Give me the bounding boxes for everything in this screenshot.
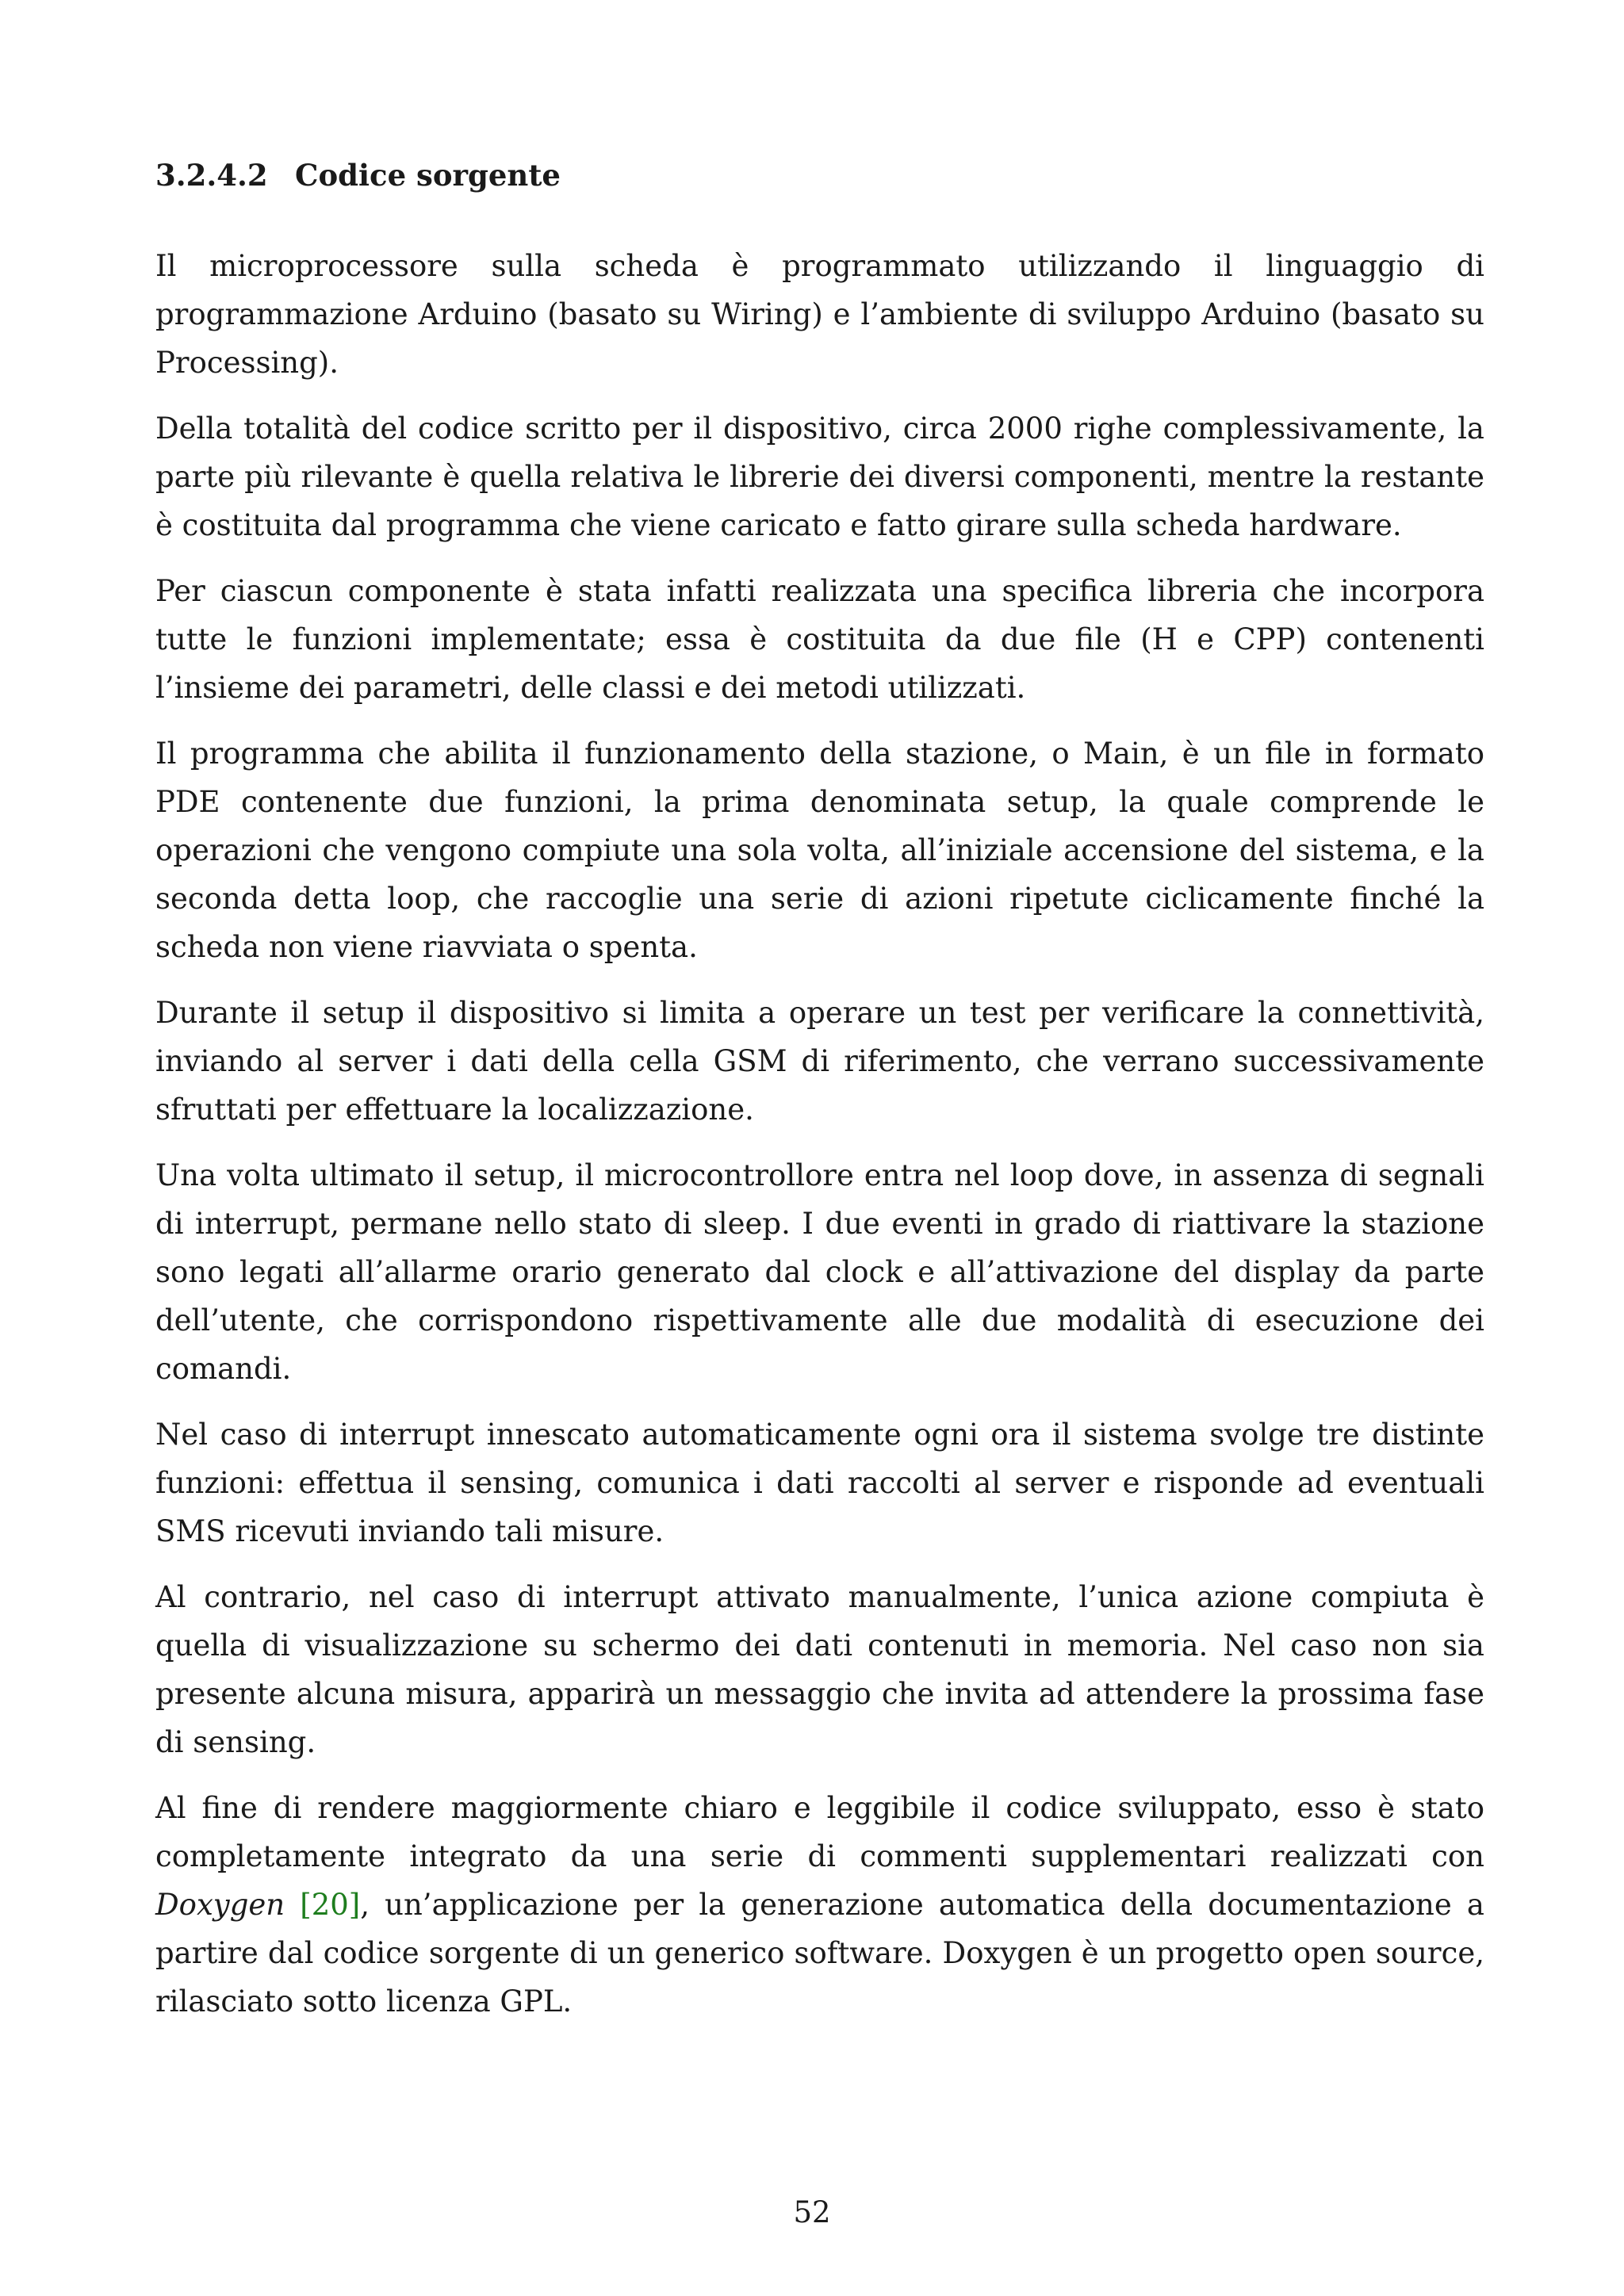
doxygen-text-before: Al fine di rendere maggiormente chiaro e leggibile il codice sviluppato, esso è stato completamente integrato da una serie di commenti supplementari realizzati con <box>155 1791 1484 1873</box>
citation-link[interactable]: [20] <box>300 1888 361 1922</box>
paragraph-code-size: Della totalità del codice scritto per il dispositivo, circa 2000 righe complessivamente, la parte più rilevante è quella relativa le librerie dei diversi componenti, mentre la restante è costituita dal programma che viene caricato e fatto girare sulla scheda hardware. <box>155 411 1484 542</box>
doxygen-text-between <box>285 1888 300 1922</box>
doxygen-text-after: , un’applicazione per la generazione automatica della documentazione a partire dal codice sorgente di un generico software. Doxygen è un progetto open source, rilasciato sotto licenza GPL. <box>155 1888 1484 2019</box>
section-heading <box>155 155 561 195</box>
paragraph-main-program: Il programma che abilita il funzionamento della stazione, o Main, è un file in formato PDE contenente due funzioni, la prima denominata setup, la quale comprende le operazioni che vengono compiute una sola volta, all’iniziale accensione del sistema, e la seconda detta loop, che raccoglie una serie di azioni ripetute ciclicamente finché la scheda non viene riavviata o spenta. <box>155 737 1484 964</box>
doxygen-emphasis: Doxygen <box>155 1888 285 1922</box>
paragraph-doxygen <box>155 1784 1484 2026</box>
paragraph-component-libraries: Per ciascun componente è stata infatti realizzata una specifica libreria che incorpora tutte le funzioni implementate; essa è costituita da due file (H e CPP) contenenti l’insieme dei parametri, delle classi e dei metodi utilizzati. <box>155 574 1484 705</box>
paragraph-setup: Durante il setup il dispositivo si limita a operare un test per verificare la connettività, inviando al server i dati della cella GSM di riferimento, che verrano successivamente sfruttati per effettuare la localizzazione. <box>155 996 1484 1127</box>
section-number: 3.2.4.2 <box>155 158 268 193</box>
body-text <box>155 242 1484 2043</box>
paragraph-loop: Una volta ultimato il setup, il microcontrollore entra nel loop dove, in assenza di segnali di interrupt, permane nello stato di sleep. I due eventi in grado di riattivare la stazione sono legati all’allarme orario generato dal clock e all’attivazione del display da parte dell’utente, che corrispondono rispettivamente alle due modalità di esecuzione dei comandi. <box>155 1158 1484 1386</box>
paragraph-manual-interrupt: Al contrario, nel caso di interrupt attivato manualmente, l’unica azione compiuta è quella di visualizzazione su schermo dei dati contenuti in memoria. Nel caso non sia presente alcuna misura, apparirà un messaggio che invita ad attendere la prossima fase di sensing. <box>155 1580 1484 1759</box>
paragraph-arduino-language: Il microprocessore sulla scheda è programmato utilizzando il linguaggio di programmazione Arduino (basato su Wiring) e l’ambiente di sviluppo Arduino (basato su Processing). <box>155 249 1484 380</box>
section-title: Codice sorgente <box>295 158 561 193</box>
paragraph-automatic-interrupt: Nel caso di interrupt innescato automaticamente ogni ora il sistema svolge tre distinte funzioni: effettua il sensing, comunica i dati raccolti al server e risponde ad eventuali SMS ricevuti inviando tali misure. <box>155 1418 1484 1548</box>
page-number: 52 <box>793 2195 831 2229</box>
